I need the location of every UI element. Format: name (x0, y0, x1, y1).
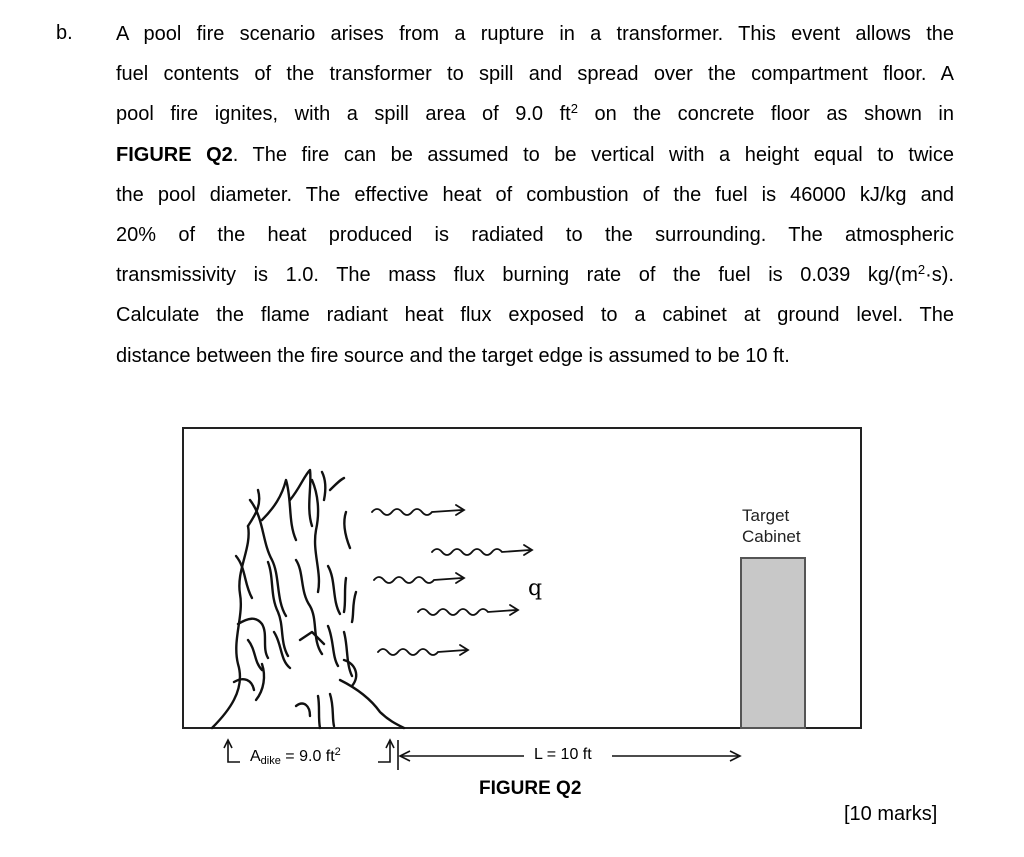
label-line: Target (742, 506, 790, 525)
dike-area-label (250, 748, 341, 767)
target-cabinet (740, 557, 806, 729)
question-line: the pool diameter. The effective heat of combustion of the fuel is 46000 kJ/kg and (116, 183, 954, 206)
figure-reference: FIGURE Q2 (116, 143, 233, 166)
text-run: pool fire ignites, with a spill area of 9.0 ft (116, 103, 571, 126)
text-run: A (250, 748, 261, 765)
label-line: Cabinet (742, 527, 801, 546)
question-line: fuel contents of the transformer to spill and spread over the compartment floor. A (116, 63, 954, 86)
question-line: distance between the fire source and the target edge is assumed to be 10 ft. (116, 344, 790, 367)
target-cabinet-label (742, 505, 801, 547)
text-run: on the concrete floor as shown in (577, 103, 954, 126)
text-run: = 9.0 ft (280, 748, 335, 765)
superscript: 2 (917, 262, 926, 278)
question-line: 20% of the heat produced is radiated to the surrounding. The atmospheric (116, 224, 954, 247)
figure-caption: FIGURE Q2 (479, 778, 582, 799)
question-line: A pool fire scenario arises from a rupture in a transformer. This event allows the (116, 23, 954, 45)
question-label: b. (56, 22, 73, 44)
text-run: ·s). (925, 264, 954, 287)
superscript: 2 (334, 746, 341, 758)
question-line: Calculate the flame radiant heat flux exposed to a cabinet at ground level. The (116, 304, 954, 327)
text-run: transmissivity is 1.0. The mass flux burning rate of the fuel is 0.039 kg/(m (116, 264, 918, 287)
marks-label: [10 marks] (844, 803, 938, 825)
superscript: 2 (570, 101, 578, 117)
text-run: . The fire can be assumed to be vertical with a height equal to twice (232, 143, 954, 166)
heat-flux-symbol: q (528, 576, 543, 601)
subscript: dike (260, 755, 281, 767)
radiation-waves (372, 505, 532, 655)
distance-label: L = 10 ft (531, 746, 595, 764)
